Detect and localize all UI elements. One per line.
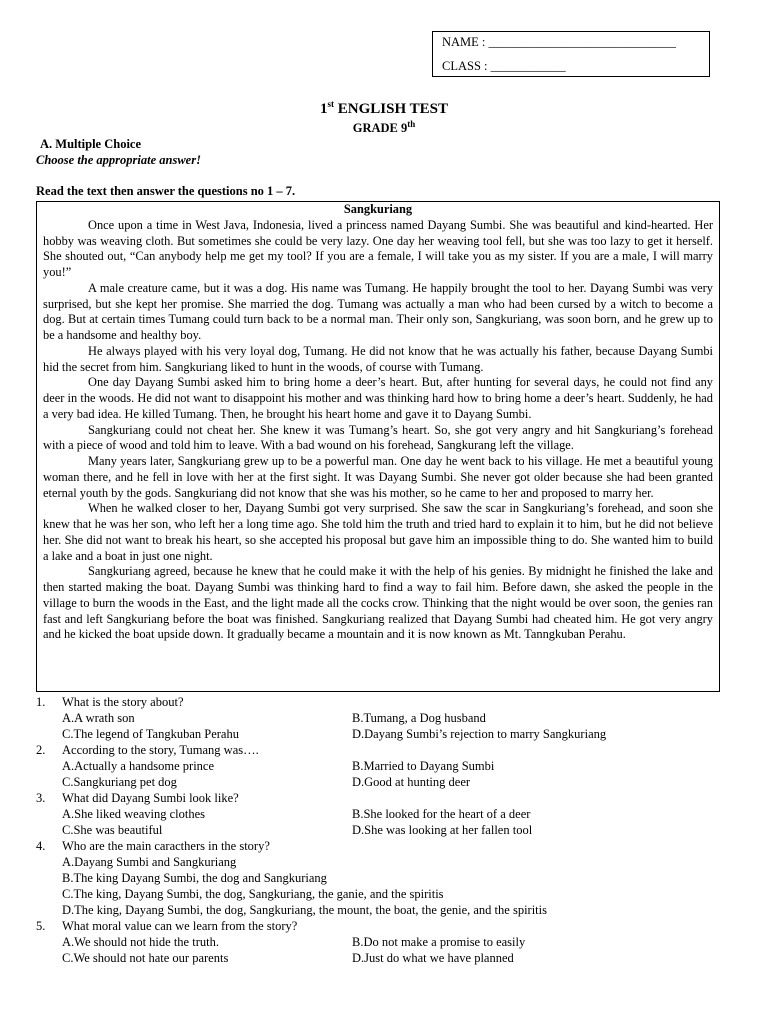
option-a[interactable]: A.She liked weaving clothes [62, 807, 206, 821]
instruction: Choose the appropriate answer! [36, 153, 201, 167]
name-class-box [432, 31, 710, 77]
grade-text: GRADE 9 [352, 121, 408, 135]
option-a[interactable]: A.Actually a handsome prince [62, 759, 215, 773]
test-number: 1 [320, 101, 328, 117]
test-ordinal: st [327, 99, 335, 109]
section-label: A. Multiple Choice [40, 137, 142, 151]
question-text: Who are the main caracthers in the story? [62, 839, 270, 853]
question-text: What moral value can we learn from the story? [62, 919, 298, 933]
option-b[interactable]: B.The king Dayang Sumbi, the dog and Sangkuriang [62, 871, 327, 885]
question-text: What did Dayang Sumbi look like? [62, 791, 239, 805]
option-a[interactable]: A.A wrath son [62, 711, 135, 725]
option-d[interactable]: D.The king, Dayang Sumbi, the dog, Sangkuriang, the mount, the boat, the genie, and the spiritis [62, 903, 547, 917]
grade-ordinal: th [407, 118, 416, 129]
class-field[interactable]: CLASS : ____________ [442, 59, 566, 73]
option-c[interactable]: C.The king, Dayang Sumbi, the dog, Sangkuriang, the ganie, and the spiritis [62, 887, 444, 901]
option-d[interactable]: D.Dayang Sumbi’s rejection to marry Sangkuriang [352, 727, 607, 741]
story-title: Sangkuriang [343, 202, 413, 216]
option-a[interactable]: A.We should not hide the truth. [62, 935, 219, 949]
option-a[interactable]: A.Dayang Sumbi and Sangkuriang [62, 855, 237, 869]
story-paragraph: Sangkuriang agreed, because he knew that he could make it with the help of his genies. By midnight he finished the lake and then started making the boat. Dayang Sumbi was thinking hard to find a way to fail him. Before dawn, she asked the people in the village to burn the woods in the East, and the light made all the cocks crow. Thinking that the night would be over soon, the genies ran fast and left Sangkuriang before the boat was finished. Sangkuriang realized that Dayang Sumbi had cheated him. He got very angry and he kicked the boat upside down. It gradually became a mountain and it is now known as Mt. Tanngkuban Perahu. [43, 564, 713, 642]
question-number: 4. [36, 839, 46, 853]
story-paragraph: One day Dayang Sumbi asked him to bring home a deer’s heart. But, after hunting for several days, he could not find any deer in the woods. He did not want to disappoint his mother and was thinking hard how to bring home a deer’s heart. Suddenly, he had a very bad idea. He killed Tumang. Then, he brought his heart home and gave it to Dayang Sumbi. [43, 375, 713, 421]
option-d[interactable]: D.She was looking at her fallen tool [352, 823, 533, 837]
option-c[interactable]: C.She was beautiful [62, 823, 163, 837]
story-paragraph: He always played with his very loyal dog, Tumang. He did not know that he was actually his father, because Dayang Sumbi hid the secret from him. Sangkuriang liked to hunt in the woods, of course with Tumang. [43, 343, 713, 374]
question-number: 2. [36, 743, 46, 757]
question-number: 1. [36, 695, 46, 709]
question-text: According to the story, Tumang was…. [62, 743, 259, 757]
test-title-text: ENGLISH TEST [337, 101, 448, 117]
story-paragraph: A male creature came, but it was a dog. His name was Tumang. He happily brought the tool to her. Dayang Sumbi was very surprised, but she kept her promise. She married the dog. Tumang was actually a man who had been cursed by a witch to become a dog. But at certain times Tumang could turn back to be a normal man. Their only son, Sangkuriang, was soon born, and he grew up to be a handsome and healthy boy. [43, 280, 713, 342]
option-b[interactable]: B.She looked for the heart of a deer [352, 807, 531, 821]
option-b[interactable]: B.Tumang, a Dog husband [352, 711, 486, 725]
option-d[interactable]: D.Good at hunting deer [352, 775, 471, 789]
question-number: 3. [36, 791, 46, 805]
option-c[interactable]: C.The legend of Tangkuban Perahu [62, 727, 239, 741]
question-number: 5. [36, 919, 46, 933]
option-c[interactable]: C.Sangkuriang pet dog [62, 775, 177, 789]
read-instruction: Read the text then answer the questions no 1 – 7. [36, 184, 296, 198]
option-b[interactable]: B.Married to Dayang Sumbi [352, 759, 495, 773]
story-box [36, 201, 720, 692]
story-paragraph: Sangkuriang could not cheat her. She knew it was Tumang’s heart. So, she got very angry and hit Sangkuriang’s forehead with a piece of wood and told him to leave. With a bad wound on his forehead, Sangkurang left the village. [43, 422, 713, 453]
name-field[interactable]: NAME : ______________________________ [442, 35, 677, 49]
story-paragraph: Once upon a time in West Java, Indonesia, lived a princess named Dayang Sumbi. She was beautiful and kind-hearted. Her hobby was weaving cloth. But sometimes she could be very lazy. One day her weaving tool fell, but she was too lazy to get it herself. She shouted out, “Can anybody help me get my tool? If you are a female, I will take you as my sister. If you are a male, I will marry you!” [43, 217, 713, 279]
question-text: What is the story about? [62, 695, 184, 709]
option-d[interactable]: D.Just do what we have planned [352, 951, 514, 965]
story-paragraph: When he walked closer to her, Dayang Sumbi got very surprised. She saw the scar in Sangkuriang’s forehead, and soon she knew that he was her son, who left her a long time ago. She told him the truth and tried hard to explain it to him, but he did not believe her. She did not want to break his heart, so she accepted his proposal but gave him an impossible thing to do. She wanted him to build a lake and a boat in just one night. [43, 501, 713, 563]
grade-title [0, 118, 768, 136]
option-c[interactable]: C.We should not hate our parents [62, 951, 229, 965]
story-paragraph: Many years later, Sangkuriang grew up to be a powerful man. One day he went back to his village. He met a beautiful young woman there, and he fell in love with her at the first sight. It was Dayang Sumbi. She never got older because she had been granted eternal youth by the gods. Sangkuriang did not know that she was his mother, so he came to her and proposed to marry her. [43, 454, 713, 500]
test-title [0, 101, 768, 118]
option-b[interactable]: B.Do not make a promise to easily [352, 935, 526, 949]
